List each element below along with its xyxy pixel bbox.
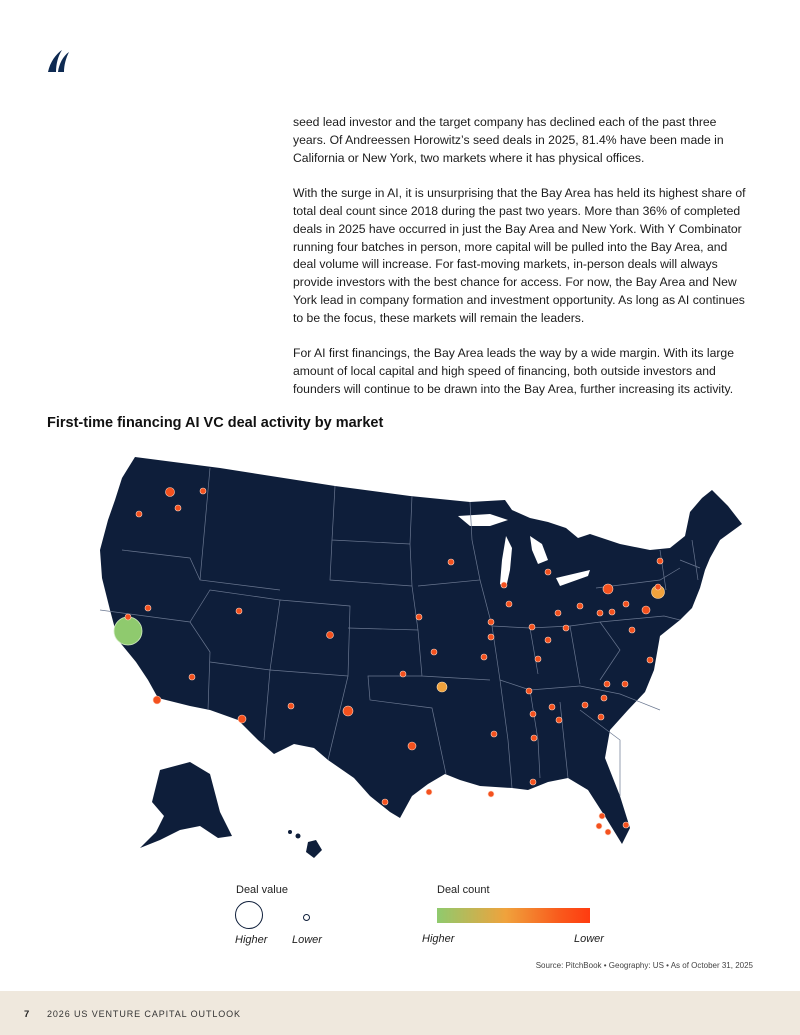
market-bubble xyxy=(189,674,195,680)
market-bubble xyxy=(529,624,535,630)
market-bubble xyxy=(506,601,512,607)
market-bubble xyxy=(481,654,487,660)
market-bubble xyxy=(238,715,246,723)
hawaii xyxy=(306,840,322,858)
market-bubble xyxy=(535,656,541,662)
legend-large-circle xyxy=(235,901,263,929)
market-bubble xyxy=(597,610,603,616)
us-map xyxy=(60,440,780,880)
market-bubble xyxy=(448,559,454,565)
market-bubble xyxy=(596,823,602,829)
market-bubble xyxy=(236,608,242,614)
market-bubble xyxy=(598,714,604,720)
deal-count-gradient-bar xyxy=(437,908,590,923)
market-bubble xyxy=(136,511,142,517)
market-bubble xyxy=(603,584,613,594)
pitchbook-logo-icon xyxy=(46,48,70,74)
market-bubble xyxy=(343,706,353,716)
deal-value-legend-title: Deal value xyxy=(236,884,288,896)
alaska xyxy=(140,762,232,848)
market-bubble xyxy=(488,619,494,625)
market-bubble xyxy=(657,558,663,564)
market-bubble xyxy=(530,711,536,717)
market-bubble xyxy=(604,681,610,687)
market-bubble xyxy=(327,632,334,639)
market-bubble xyxy=(382,799,388,805)
paragraph: seed lead investor and the target company has declined each of the past three years. Of Andreessen Horowitz’s seed deals in 2025, 81.4% have been made in California or New York, two markets where it has physical offices. xyxy=(293,115,724,165)
source-note: Source: PitchBook • Geography: US • As of October 31, 2025 xyxy=(535,961,753,970)
market-bubble xyxy=(288,703,294,709)
market-bubble xyxy=(530,779,536,785)
market-bubble xyxy=(114,617,142,645)
market-bubble xyxy=(642,606,650,614)
market-bubble xyxy=(153,696,161,704)
market-bubble xyxy=(426,789,432,795)
market-bubble xyxy=(488,634,494,640)
market-bubble xyxy=(549,704,555,710)
deal-count-lower-label: Lower xyxy=(574,933,604,945)
market-bubble xyxy=(623,601,629,607)
market-bubble xyxy=(431,649,437,655)
market-bubble xyxy=(623,822,629,828)
market-bubble xyxy=(555,610,561,616)
market-bubble xyxy=(400,671,406,677)
market-bubble xyxy=(166,488,175,497)
market-bubble xyxy=(125,614,131,620)
deal-value-higher-label: Higher xyxy=(235,934,268,946)
market-bubble xyxy=(491,731,497,737)
market-bubble xyxy=(629,627,635,633)
deal-count-higher-label: Higher xyxy=(422,933,455,945)
market-bubble xyxy=(601,695,607,701)
market-bubble xyxy=(545,637,551,643)
deal-value-lower-label: Lower xyxy=(292,934,322,946)
market-bubble xyxy=(145,605,151,611)
market-bubble xyxy=(605,829,611,835)
market-bubble xyxy=(437,682,447,692)
market-bubble xyxy=(488,791,494,797)
market-bubble xyxy=(599,813,605,819)
deal-count-legend-title: Deal count xyxy=(437,884,490,896)
market-bubble xyxy=(531,735,537,741)
market-bubble xyxy=(408,742,416,750)
paragraph: For AI first financings, the Bay Area leads the way by a wide margin. With its large amount of local capital and high speed of financing, both outside investors and founders will continue to be drawn into the Bay Area, further increasing its activity. xyxy=(293,346,734,396)
market-bubble xyxy=(200,488,206,494)
body-text xyxy=(293,114,753,417)
footer-title: 2026 US VENTURE CAPITAL OUTLOOK xyxy=(47,1009,241,1019)
legend-small-circle xyxy=(303,914,310,921)
market-bubble xyxy=(622,681,628,687)
market-bubble xyxy=(647,657,653,663)
paragraph: With the surge in AI, it is unsurprising that the Bay Area has held its highest share of total deal count since 2018 during the past two years. More than 36% of completed deals in 2025 have occurred in just the Bay Area and New York. With Y Combinator running four batches in person, more capital will be pulled into the Bay Area, and deal volume will increase. For fast-moving markets, in-person deals will always provide investors with the best chance for access. For now, the Bay Area and New York lead in company formation and investment opportunity. As long as AI continues to be the focus, these markets will remain the leaders. xyxy=(293,186,746,325)
page-number: 7 xyxy=(24,1009,30,1020)
chart-title: First-time financing AI VC deal activity by market xyxy=(47,415,384,431)
market-bubble xyxy=(577,603,583,609)
market-bubble xyxy=(416,614,422,620)
market-bubble xyxy=(609,609,615,615)
market-bubble xyxy=(526,688,532,694)
market-bubble xyxy=(501,582,507,588)
market-bubble xyxy=(545,569,551,575)
market-bubble xyxy=(175,505,181,511)
market-bubble xyxy=(563,625,569,631)
market-bubble xyxy=(582,702,588,708)
market-bubble xyxy=(556,717,562,723)
market-bubble xyxy=(655,584,661,590)
